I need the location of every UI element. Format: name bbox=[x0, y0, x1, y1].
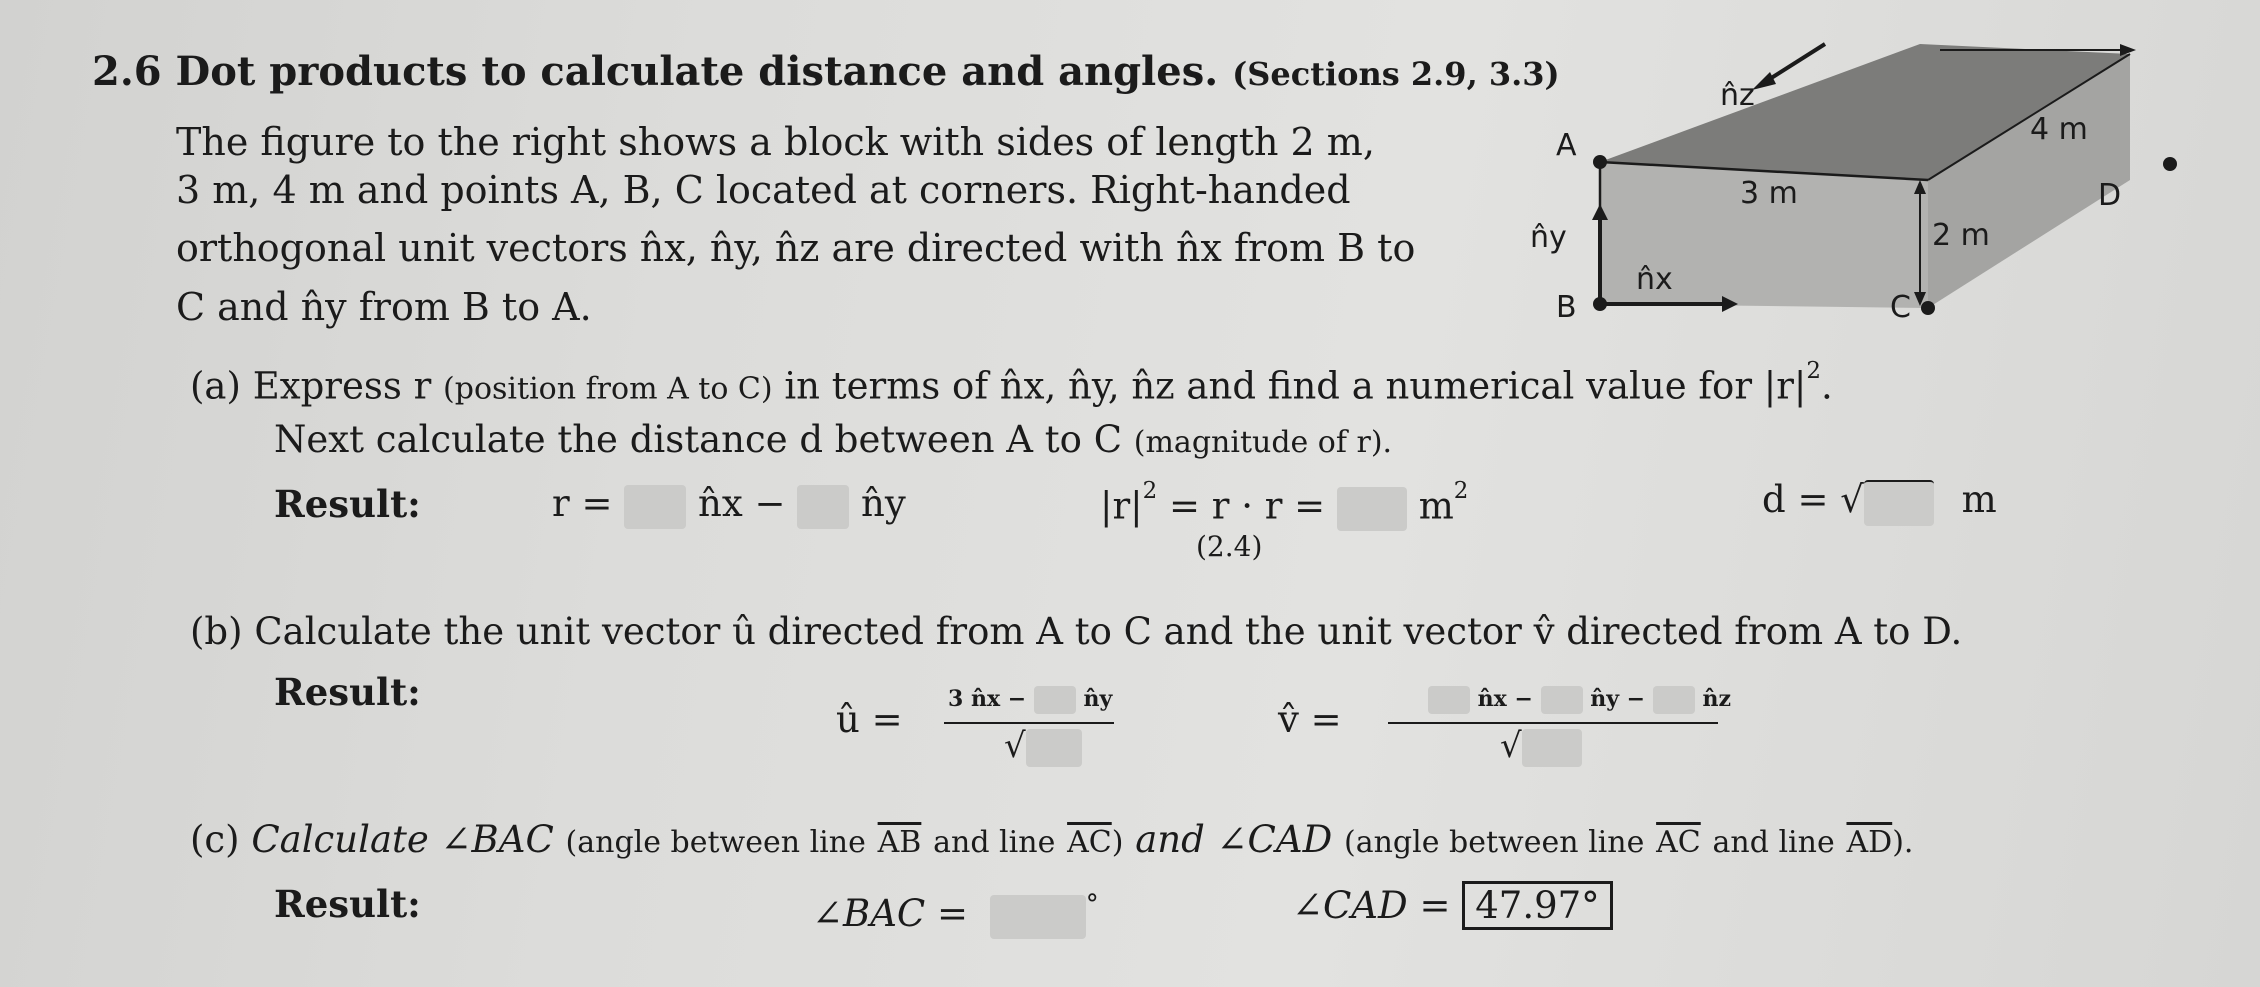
equation-reference: (2.4) bbox=[1196, 530, 1263, 563]
angle-cad-result bbox=[1292, 884, 1613, 927]
part-c-line-1 bbox=[190, 818, 1913, 861]
figure-label-C: C bbox=[1890, 290, 1911, 325]
u-numerator bbox=[948, 686, 1112, 714]
nz-arrowhead bbox=[1752, 72, 1776, 90]
u-num-part-1: 3 n̂x − bbox=[948, 686, 1027, 712]
answer-blank-bac[interactable] bbox=[990, 895, 1086, 939]
part-c-text-4: ) bbox=[1111, 825, 1124, 860]
unit-m: m bbox=[1961, 478, 1997, 521]
intro-line-2: 3 m, 4 m and points A, B, C located at corners. Right-handed bbox=[176, 168, 1351, 212]
intro-line-3: orthogonal unit vectors n̂x, n̂y, n̂z are directed with n̂x from B to bbox=[176, 226, 1416, 270]
intro-line-4: C and n̂y from B to A. bbox=[176, 285, 592, 329]
part-b-line-1 bbox=[190, 610, 1962, 653]
figure-label-nz: n̂z bbox=[1720, 78, 1755, 113]
distance-result bbox=[1762, 478, 1997, 526]
unit-m2-sup: 2 bbox=[1453, 478, 1469, 504]
v-denominator bbox=[1500, 726, 1582, 767]
line-ad: $\overline{AD}$ bbox=[1846, 825, 1893, 860]
r-magnitude: |r| bbox=[1100, 484, 1143, 528]
part-a-text-4: Next calculate the distance d between A to C bbox=[274, 418, 1123, 461]
u-equals: û = bbox=[836, 698, 903, 741]
line-ac-2: $\overline{AC}$ bbox=[1656, 825, 1701, 860]
point-A-marker bbox=[1593, 155, 1607, 169]
answer-blank-vz[interactable] bbox=[1653, 686, 1695, 714]
point-D-marker bbox=[2163, 157, 2177, 171]
part-c-text-8: ). bbox=[1892, 825, 1914, 860]
part-c-label: (c) bbox=[190, 818, 240, 861]
r-dot-r: = r · r = bbox=[1168, 484, 1326, 528]
line-ab: $\overline{AB}$ bbox=[877, 825, 922, 860]
part-a-text-3: in terms of n̂x, n̂y, n̂z and find a numerical value for |r| bbox=[784, 364, 1807, 408]
degree-symbol: ° bbox=[1085, 890, 1099, 920]
ny-symbol: n̂y bbox=[861, 482, 906, 525]
point-B-marker bbox=[1593, 297, 1607, 311]
answer-blank-vy[interactable] bbox=[1541, 686, 1583, 714]
figure-label-D: D bbox=[2098, 178, 2122, 213]
r-squared-result bbox=[1100, 478, 1468, 531]
block-figure bbox=[1500, 30, 2260, 350]
angle-bac-result bbox=[812, 890, 1099, 939]
answer-blank-vx[interactable] bbox=[1428, 686, 1470, 714]
r-vector-result bbox=[552, 482, 906, 529]
answer-blank-ry[interactable] bbox=[797, 485, 849, 529]
u-sqrt: √ bbox=[1004, 726, 1026, 766]
v-num-part-1: n̂x − bbox=[1477, 686, 1533, 712]
u-num-part-2: n̂y bbox=[1083, 686, 1113, 712]
part-a-end: . bbox=[1821, 364, 1833, 408]
figure-dim-3m: 3 m bbox=[1740, 176, 1798, 211]
answer-blank-u-denom[interactable] bbox=[1026, 729, 1082, 767]
u-fraction-line bbox=[944, 722, 1114, 724]
part-c-text-3: and line bbox=[933, 825, 1056, 860]
v-num-part-3: n̂z bbox=[1702, 686, 1731, 712]
nz-arrow bbox=[1765, 44, 1825, 82]
unit-m2: m bbox=[1418, 484, 1454, 528]
part-a-text-2: (position from A to C) bbox=[443, 371, 773, 407]
part-b-label: (b) bbox=[190, 610, 243, 653]
part-a-text-5: (magnitude of r). bbox=[1133, 425, 1393, 460]
answer-blank-rx[interactable] bbox=[624, 485, 686, 529]
answer-blank-uy[interactable] bbox=[1034, 686, 1076, 714]
problem-title bbox=[92, 48, 1560, 95]
figure-dim-2m: 2 m bbox=[1932, 218, 1990, 253]
part-c-text-6: (angle between line bbox=[1344, 825, 1645, 860]
intro-line-1: The figure to the right shows a block with sides of length 2 m, bbox=[176, 120, 1375, 164]
part-a-result-label: Result: bbox=[274, 482, 421, 526]
figure-label-nx: n̂x bbox=[1636, 262, 1673, 297]
line-ac: $\overline{AC}$ bbox=[1067, 825, 1112, 860]
part-a-text-1: Express r bbox=[252, 364, 432, 408]
problem-number: 2.6 bbox=[92, 48, 162, 95]
v-equals: v̂ = bbox=[1278, 698, 1342, 741]
part-b-result-label: Result: bbox=[274, 670, 421, 714]
problem-sections: (Sections 2.9, 3.3) bbox=[1232, 55, 1560, 93]
r-sq-sup: 2 bbox=[1142, 478, 1158, 504]
part-c-text-1: Calculate ∠BAC bbox=[251, 818, 554, 861]
answer-blank-rsq[interactable] bbox=[1337, 487, 1407, 531]
d-equals-sqrt: d = √ bbox=[1762, 478, 1864, 521]
part-b-text: Calculate the unit vector û directed from A to C and the unit vector v̂ directed from A to D. bbox=[254, 610, 1963, 653]
answer-blank-d[interactable] bbox=[1864, 480, 1934, 526]
v-fraction-line bbox=[1388, 722, 1718, 724]
problem-heading: Dot products to calculate distance and angles. bbox=[175, 48, 1219, 95]
nx-symbol: n̂x bbox=[697, 482, 743, 525]
figure-label-ny: n̂y bbox=[1530, 220, 1567, 255]
v-sqrt: √ bbox=[1500, 726, 1522, 766]
figure-label-B: B bbox=[1556, 290, 1577, 325]
part-a-line-2 bbox=[274, 418, 1392, 461]
part-c-result-label: Result: bbox=[274, 882, 421, 926]
u-denominator bbox=[1004, 726, 1082, 767]
part-c-text-2: (angle between line bbox=[565, 825, 866, 860]
part-a-sup: 2 bbox=[1806, 358, 1821, 384]
part-c-text-7: and line bbox=[1712, 825, 1835, 860]
answer-blank-v-denom[interactable] bbox=[1522, 729, 1582, 767]
part-a-label: (a) bbox=[190, 364, 241, 408]
figure-dim-4m: 4 m bbox=[2030, 112, 2088, 147]
v-numerator bbox=[1428, 686, 1731, 714]
figure-label-A: A bbox=[1556, 128, 1577, 163]
angle-cad-equals: ∠CAD = bbox=[1292, 884, 1451, 927]
minus-sign: − bbox=[754, 482, 786, 525]
angle-cad-value: 47.97° bbox=[1462, 881, 1612, 930]
part-c-text-5: and ∠CAD bbox=[1135, 818, 1333, 861]
r-equals: r = bbox=[552, 482, 613, 525]
v-num-part-2: n̂y − bbox=[1590, 686, 1646, 712]
point-C-marker bbox=[1921, 301, 1935, 315]
part-a-line-1 bbox=[190, 358, 1833, 408]
angle-bac-equals: ∠BAC = bbox=[812, 892, 968, 935]
